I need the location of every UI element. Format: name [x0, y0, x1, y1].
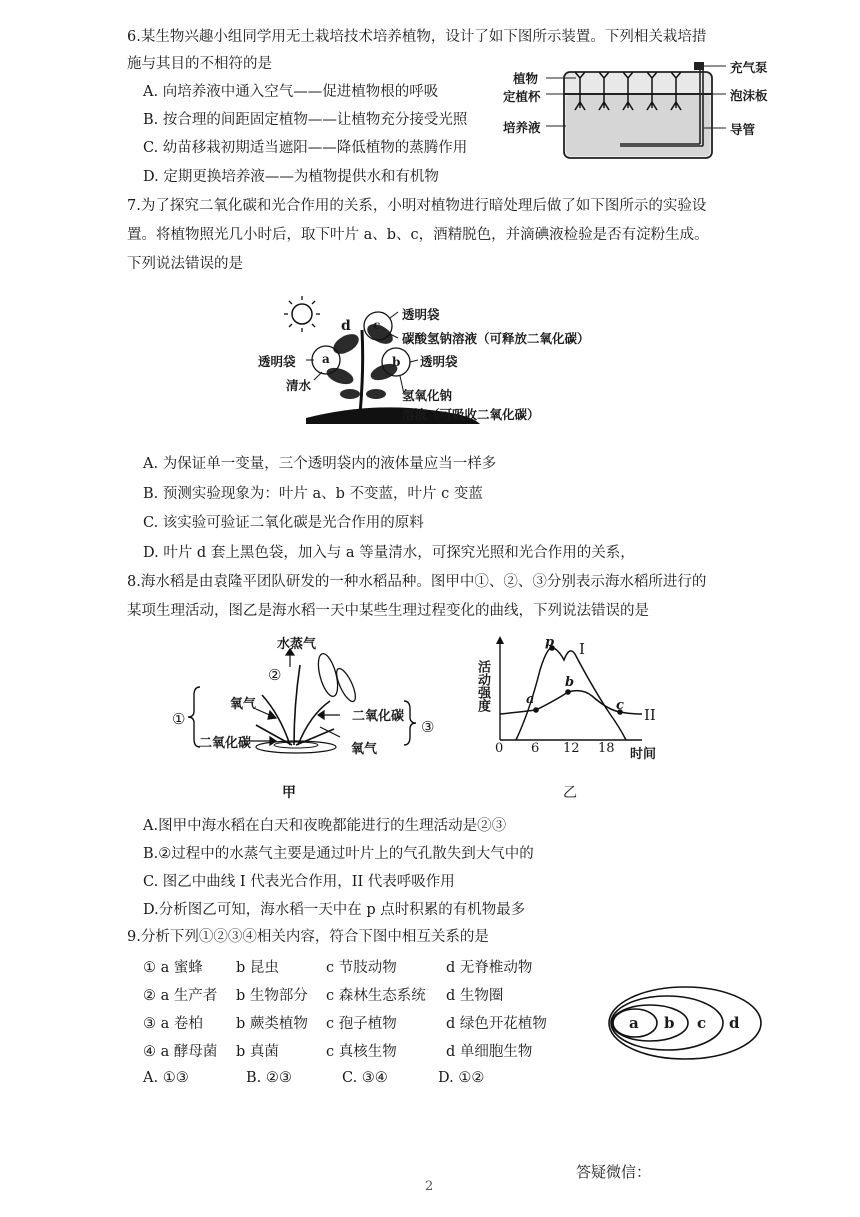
- q7-option-a: A. 为保证单一变量，三个透明袋内的液体量应当一样多: [143, 456, 497, 472]
- q8-option-a: A.图甲中海水稻在白天和夜晚都能进行的生理活动是②③: [143, 818, 507, 834]
- q8-yi-caption: 乙: [563, 785, 577, 801]
- q6-stem-line1: 6.某生物兴趣小组同学用无土栽培技术培养植物，设计了如下图所示装置。下列相关栽培措: [127, 29, 707, 45]
- q8-jia-n1: ①: [172, 710, 186, 728]
- q8-jia-n2: ②: [268, 666, 282, 684]
- q9-stem: 9.分析下列①②③④相关内容，符合下图中相互关系的是: [127, 929, 489, 945]
- q9-r2-d: d 生物圈: [446, 988, 504, 1004]
- q9-r4-a: ④ a 酵母菌: [143, 1044, 218, 1060]
- q9-r1-a: ① a 蜜蜂: [143, 960, 203, 976]
- q7-label-solution-c: 碳酸氢钠溶液（可释放二氧化碳）: [402, 331, 590, 346]
- q8-jia-co2-left: 二氧化碳: [199, 736, 252, 751]
- q8-yi-curve-1: I: [579, 640, 585, 658]
- q6-label-cup: 定植杯: [503, 89, 541, 104]
- q9-r2-a: ② a 生产者: [143, 988, 218, 1004]
- q9-r3-b: b 蕨类植物: [236, 1016, 308, 1032]
- q6-label-liquid: 培养液: [503, 120, 541, 135]
- q9-r1-d: d 无脊椎动物: [446, 960, 533, 976]
- q9-r4-b: b 真菌: [236, 1044, 279, 1060]
- q7-stem-line2: 置。将植物照光几小时后，取下叶片 a、b、c，酒精脱色，并滴碘液检验是否有淀粉生成。: [127, 227, 709, 243]
- q7-leaf-b: b: [392, 355, 401, 369]
- q8-yi-curve-2: II: [644, 706, 656, 724]
- q8-yi-point-c: c: [616, 698, 624, 713]
- q7-label-water: 清水: [286, 378, 312, 393]
- q6-option-c: C. 幼苗移栽初期适当遮阳——降低植物的蒸腾作用: [143, 140, 468, 156]
- q7-label-naoh-1: 氢氧化钠: [402, 388, 453, 403]
- q8-yi-point-p: p: [545, 635, 555, 650]
- q9-choice-a: A. ①③: [143, 1070, 189, 1086]
- q7-leaf-d: d: [341, 318, 351, 334]
- q6-label-foam: 泡沫板: [730, 88, 768, 103]
- q9-choice-d: D. ①②: [438, 1070, 485, 1086]
- q7-option-b: B. 预测实验现象为：叶片 a、b 不变蓝，叶片 c 变蓝: [143, 486, 483, 502]
- q6-label-plant: 植物: [513, 71, 539, 86]
- q6-option-b: B. 按合理的间距固定植物——让植物充分接受光照: [143, 112, 468, 128]
- q7-option-c: C. 该实验可验证二氧化碳是光合作用的原料: [143, 515, 424, 531]
- page-number: 2: [425, 1179, 434, 1194]
- q9-r3-a: ③ a 卷柏: [143, 1016, 203, 1032]
- q9-choice-b: B. ②③: [246, 1070, 292, 1086]
- q9-r4-d: d 单细胞生物: [446, 1044, 533, 1060]
- q7-label-naoh-2: 溶液（可吸收二氧化碳）: [402, 407, 540, 422]
- q7-label-bag-b: 透明袋: [420, 354, 458, 369]
- q9-r4-c: c 真核生物: [326, 1044, 397, 1060]
- q9-r3-c: c 孢子植物: [326, 1016, 397, 1032]
- q8-stem-line1: 8.海水稻是由袁隆平团队研发的一种水稻品种。图甲中①、②、③分别表示海水稻所进行的: [127, 574, 707, 590]
- q8-jia-o2-left: 氧气: [230, 697, 257, 712]
- q6-option-a: A. 向培养液中通入空气——促进植物根的呼吸: [143, 84, 439, 100]
- q8-jia-vapor: 水蒸气: [277, 637, 317, 652]
- q9-circle-c: c: [697, 1014, 707, 1032]
- q8-yi-ylabel: 活动强度: [475, 660, 490, 712]
- q8-yi-tick-12: 12: [563, 741, 580, 756]
- q9-circle-b: b: [664, 1014, 675, 1032]
- q9-r2-c: c 森林生态系统: [326, 988, 426, 1004]
- q9-circle-a: a: [629, 1014, 639, 1032]
- q9-r2-b: b 生物部分: [236, 988, 308, 1004]
- q6-label-pump: 充气泵: [730, 60, 768, 75]
- q8-option-c: C. 图乙中曲线 I 代表光合作用，II 代表呼吸作用: [143, 874, 455, 890]
- q7-stem-line1: 7.为了探究二氧化碳和光合作用的关系，小明对植物进行暗处理后做了如下图所示的实验设: [127, 198, 707, 214]
- q9-r1-c: c 节肢动物: [326, 960, 397, 976]
- q8-yi-tick-18: 18: [598, 741, 615, 756]
- q7-leaf-a: a: [322, 352, 330, 366]
- q7-label-bag-a: 透明袋: [258, 354, 296, 369]
- q9-r3-d: d 绿色开花植物: [446, 1016, 547, 1032]
- q8-yi-tick-0: 0: [495, 741, 504, 756]
- q8-yi-point-b: b: [565, 675, 575, 690]
- q8-yi-xlabel: 时间: [630, 747, 657, 762]
- q8-stem-line2: 某项生理活动，图乙是海水稻一天中某些生理过程变化的曲线，下列说法错误的是: [127, 603, 649, 619]
- q8-yi-point-a: a: [526, 692, 535, 707]
- wechat-label: 答疑微信：: [576, 1163, 652, 1181]
- q7-label-bag-c: 透明袋: [402, 307, 440, 322]
- q8-option-d: D.分析图乙可知，海水稻一天中在 p 点时积累的有机物最多: [143, 902, 526, 918]
- q9-circle-d: d: [729, 1014, 740, 1032]
- q6-option-d: D. 定期更换培养液——为植物提供水和有机物: [143, 169, 439, 185]
- q9-r1-b: b 昆虫: [236, 960, 279, 976]
- q8-jia-o2-right: 氧气: [351, 742, 378, 757]
- q8-jia-n3: ③: [421, 718, 435, 736]
- q7-stem-line3: 下列说法错误的是: [127, 256, 243, 272]
- q8-option-b: B.②过程中的水蒸气主要是通过叶片上的气孔散失到大气中的: [143, 846, 534, 862]
- q8-jia-co2-right: 二氧化碳: [352, 709, 405, 724]
- q9-choice-c: C. ③④: [342, 1070, 388, 1086]
- q8-yi-tick-6: 6: [531, 741, 540, 756]
- q8-jia-caption: 甲: [282, 785, 296, 801]
- q7-option-d: D. 叶片 d 套上黑色袋，加入与 a 等量清水，可探究光照和光合作用的关系，: [143, 545, 635, 561]
- q7-leaf-c: c: [373, 318, 381, 332]
- q6-stem-line2: 施与其目的不相符的是: [127, 56, 272, 72]
- q6-label-tube: 导管: [730, 122, 756, 137]
